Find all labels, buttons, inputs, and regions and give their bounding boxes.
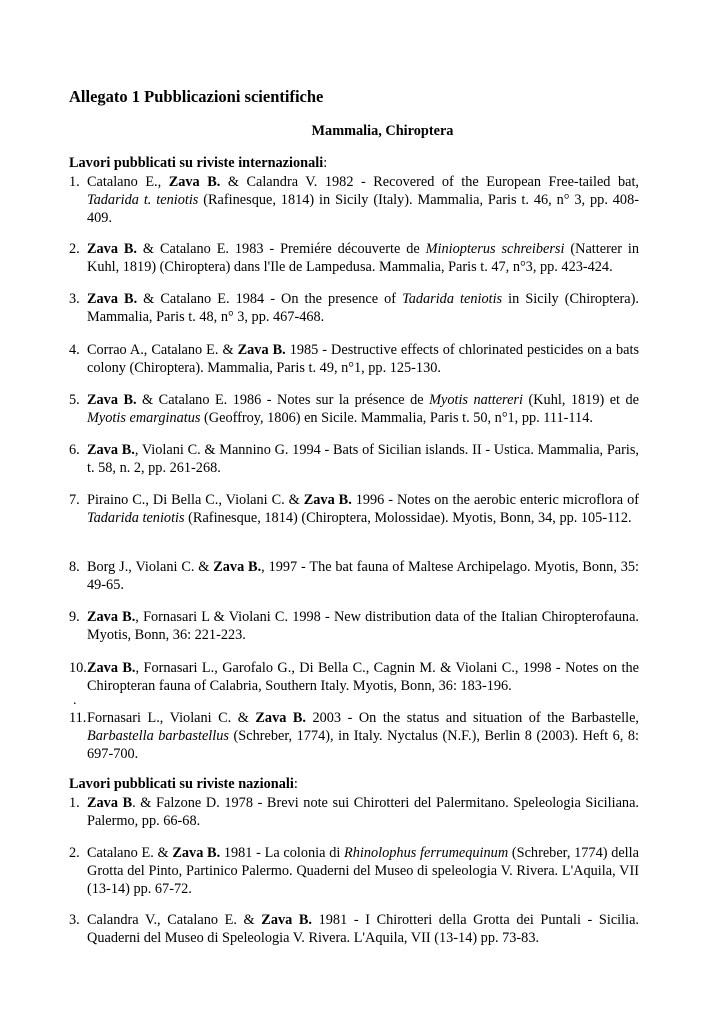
author-highlight: Zava B.	[255, 710, 306, 726]
citation-text: 2003 - On the status and situation of the Barbastelle,	[305, 710, 639, 726]
species-name: Myotis nattereri	[429, 392, 523, 408]
entry-number: 8.	[69, 559, 80, 575]
entry-number: 10.	[69, 660, 87, 676]
citation-text: 1985 - Destructive effects of chlorinated pesticides on a bats colony (Chiroptera). Mammalia, Paris t. 49, n°1, pp. 125-130.	[87, 342, 640, 376]
citation-text: & Catalano E. 1986 - Notes sur la présence de	[136, 392, 430, 408]
species-name: Miniopterus schreibersi	[425, 241, 565, 257]
species-name: Rhinolophus ferrumequinum	[344, 845, 509, 861]
citation-text: (Rafinesque, 1814) (Chiroptera, Molossidae). Myotis, Bonn, 34, pp. 105-112.	[184, 510, 632, 526]
species-name: Myotis emarginatus	[87, 410, 201, 426]
entry-citation	[87, 240, 639, 276]
citation-text: , Violani C. & Mannino G. 1994 - Bats of Sicilian islands. II - Ustica. Mammalia, Paris, t. 58, n. 2, pp. 261-268.	[87, 442, 639, 476]
citation-text: , 1997 - The bat fauna of Maltese Archipelago. Myotis, Bonn, 35: 49-65.	[87, 559, 640, 593]
citation-text: & Catalano E. 1983 - Premiére découverte de	[137, 241, 426, 257]
entry-citation	[87, 844, 639, 898]
entry-citation	[87, 290, 639, 326]
entry-number: 7.	[69, 492, 80, 508]
entry-citation	[87, 391, 639, 427]
citation-text: (Geoffroy, 1806) en Sicile. Mammalia, Paris t. 50, n°1, pp. 111-114.	[200, 410, 593, 426]
citation-text: in Sicily (Chiroptera). Mammalia, Paris t. 48, n° 3, pp. 467-468.	[87, 291, 639, 325]
citation-text: Corrao A., Catalano E. &	[87, 342, 238, 358]
citation-text: & Calandra V. 1982 - Recovered of the European Free-tailed bat,	[220, 174, 639, 190]
citation-text: Fornasari L., Violani C. &	[87, 710, 256, 726]
author-highlight: Zava B.	[87, 442, 135, 458]
international-entry	[69, 608, 639, 644]
citation-text: Calandra V., Catalano E. &	[87, 912, 262, 928]
citation-text: (Schreber, 1774), in Italy. Nyctalus (N.F.), Berlin 8 (2003). Heft 6, 8: 697-700.	[87, 728, 639, 762]
national-entry	[69, 794, 639, 830]
citation-text: (Rafinesque, 1814) in Sicily (Italy). Mammalia, Paris t. 46, n° 3, pp. 408-409.	[87, 192, 639, 226]
entry-citation	[87, 608, 639, 644]
species-name: Tadarida t. teniotis	[87, 192, 199, 208]
entry-number: 1.	[69, 795, 80, 811]
national-heading-colon: :	[293, 776, 298, 792]
author-highlight: Zava B.	[213, 559, 262, 575]
citation-text: 1981 - La colonia di	[220, 845, 345, 861]
citation-text: (Natterer in Kuhl, 1819) (Chiroptera) dans l'Ile de Lampedusa. Mammalia, Paris t. 47, n°3, pp. 423-424.	[87, 241, 639, 275]
national-heading-text: Lavori pubblicati su riviste nazionali	[69, 776, 294, 792]
entry-number: 6.	[69, 442, 80, 458]
national-entry	[69, 844, 639, 898]
author-highlight: Zava B.	[87, 392, 137, 408]
international-entry	[69, 441, 639, 477]
international-entry	[69, 709, 639, 763]
author-highlight: Zava B.	[172, 845, 221, 861]
citation-text: . & Falzone D. 1978 - Brevi note sui Chirotteri del Palermitano. Speleologia Siciliana. Palermo, pp. 66-68.	[87, 795, 640, 829]
citation-text: 1996 - Notes on the aerobic enteric microflora of	[351, 492, 639, 508]
author-highlight: Zava B.	[303, 492, 352, 508]
entry-number: 1.	[69, 174, 80, 190]
author-highlight: Zava B.	[87, 660, 136, 676]
author-highlight: Zava B.	[87, 241, 138, 257]
species-name: Tadarida teniotis	[87, 510, 185, 526]
citation-text: Borg J., Violani C. &	[87, 559, 214, 575]
citation-text: , Fornasari L., Garofalo G., Di Bella C., Cagnin M. & Violani C., 1998 - Notes on the Chiropteran fauna of Calabria, Southern Italy. Myotis, Bonn, 36: 183-196.	[87, 660, 640, 694]
international-entry	[69, 391, 639, 427]
stray-dot: .	[73, 693, 77, 708]
international-entry	[69, 491, 639, 527]
author-highlight: Zava B.	[168, 174, 221, 190]
entry-number: 2.	[69, 241, 80, 257]
international-heading	[69, 155, 327, 172]
international-heading-text: Lavori pubblicati su riviste internazionali	[69, 155, 324, 171]
entry-citation	[87, 794, 639, 830]
entry-citation	[87, 558, 639, 594]
entry-number: 11.	[69, 710, 87, 726]
entry-citation	[87, 911, 639, 947]
author-highlight: Zava B.	[87, 609, 136, 625]
entry-number: 4.	[69, 342, 80, 358]
entry-number: 2.	[69, 845, 80, 861]
citation-text: (Kuhl, 1819) et de	[522, 392, 639, 408]
national-entry	[69, 911, 639, 947]
section-subtitle: Mammalia, Chiroptera	[311, 123, 454, 139]
citation-text: & Catalano E. 1984 - On the presence of	[137, 291, 403, 307]
citation-text: 1981 - I Chirotteri della Grotta dei Puntali - Sicilia. Quaderni del Museo di Speleologia V. Rivera. L'Aquila, VII (13-14) pp. 73-83.	[87, 912, 640, 946]
entry-number: 3.	[69, 912, 80, 928]
citation-text: Catalano E.,	[87, 174, 169, 190]
international-entry	[69, 558, 639, 594]
page-title: Allegato 1 Pubblicazioni scientifiche	[69, 87, 324, 106]
international-entry	[69, 341, 639, 377]
author-highlight: Zava B.	[261, 912, 313, 928]
entry-citation	[87, 173, 639, 227]
author-highlight: Zava B.	[87, 291, 138, 307]
entry-number: 9.	[69, 609, 80, 625]
international-heading-colon: :	[323, 155, 328, 171]
entry-number: 3.	[69, 291, 80, 307]
citation-text: , Fornasari L & Violani C. 1998 - New distribution data of the Italian Chiropterofauna. Myotis, Bonn, 36: 221-223.	[87, 609, 640, 643]
author-highlight: Zava B	[87, 795, 133, 811]
international-entry	[69, 240, 639, 276]
species-name: Barbastella barbastellus	[87, 728, 229, 744]
entry-citation	[87, 659, 639, 695]
author-highlight: Zava B.	[237, 342, 286, 358]
international-entry	[69, 290, 639, 326]
international-entry	[69, 173, 639, 227]
entry-citation	[87, 341, 639, 377]
entry-citation	[87, 491, 639, 527]
international-entry	[69, 659, 639, 695]
citation-text: Piraino C., Di Bella C., Violani C. &	[87, 492, 304, 508]
citation-text: (Schreber, 1774) della Grotta del Pinto, Partinico Palermo. Quaderni del Museo di speleologia V. Rivera. L'Aquila, VII (13-14) pp. 67-72.	[87, 845, 639, 897]
national-heading	[69, 776, 298, 793]
citation-text: Catalano E. &	[87, 845, 173, 861]
entry-citation	[87, 441, 639, 477]
entry-citation	[87, 709, 639, 763]
species-name: Tadarida teniotis	[402, 291, 503, 307]
entry-number: 5.	[69, 392, 80, 408]
